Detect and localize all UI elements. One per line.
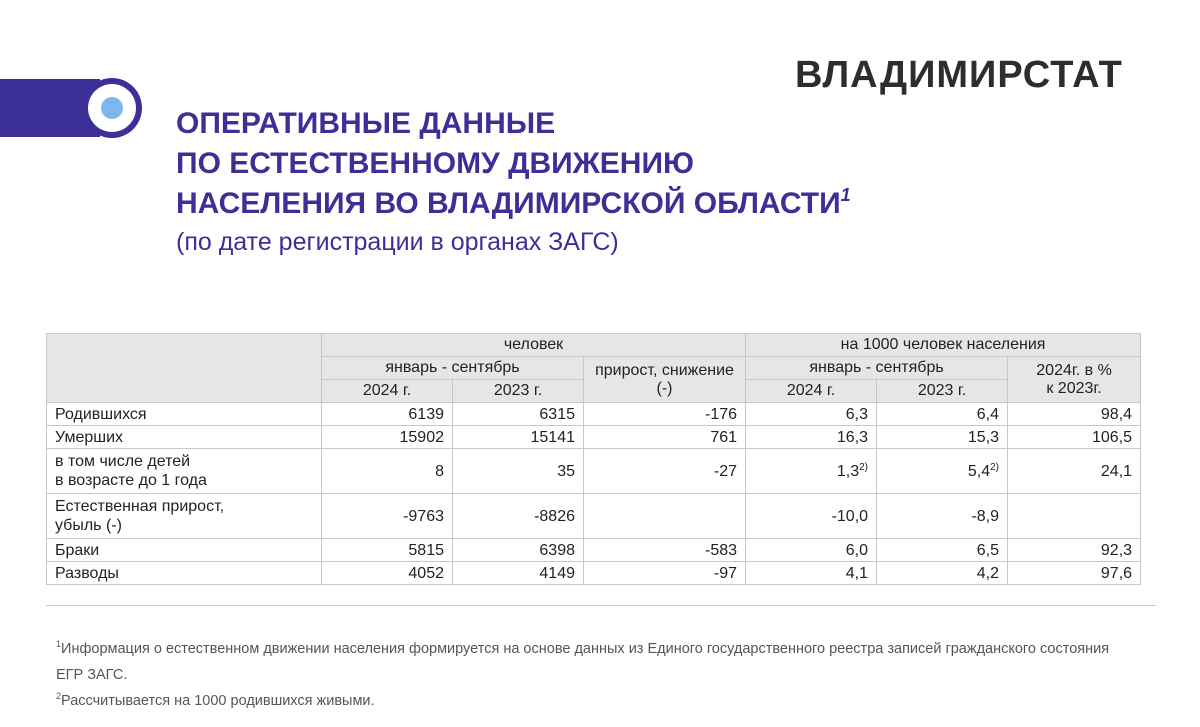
cell-people-2024: -9763	[322, 494, 453, 539]
table-row	[47, 494, 1141, 539]
cell-people-2023: 35	[453, 449, 584, 494]
cell-rate-2023: 4,2	[877, 562, 1008, 585]
circle-logo-icon	[82, 78, 142, 138]
page-subtitle: (по дате регистрации в органах ЗАГС)	[176, 228, 619, 256]
title-line-3-text: НАСЕЛЕНИЯ ВО ВЛАДИМИРСКОЙ ОБЛАСТИ	[176, 187, 841, 220]
cell-people-2024: 6139	[322, 403, 453, 426]
header-change: прирост, снижение (-)	[584, 357, 746, 403]
cell-people-2023: 4149	[453, 562, 584, 585]
cell-percent: 92,3	[1008, 539, 1141, 562]
title-line-2: ПО ЕСТЕСТВЕННОМУ ДВИЖЕНИЮ	[176, 147, 694, 180]
header-empty-cell	[47, 334, 322, 403]
cell-percent: 98,4	[1008, 403, 1141, 426]
footnote-2-text: Рассчитывается на 1000 родившихся живыми.	[61, 693, 375, 709]
cell-rate-2024-value: 1,3	[836, 462, 860, 480]
title-footnote-mark: 1	[840, 185, 851, 205]
cell-rate-2023: -8,9	[877, 494, 1008, 539]
brand-logo: ВЛАДИМИРСТАТ	[795, 54, 1123, 96]
header-year-2024-rate: 2024 г.	[746, 380, 877, 403]
cell-rate-2023: 6,5	[877, 539, 1008, 562]
cell-percent: 97,6	[1008, 562, 1141, 585]
cell-change: 761	[584, 426, 746, 449]
page-title	[176, 104, 851, 224]
row-label	[47, 449, 322, 494]
cell-rate-2023	[877, 449, 1008, 494]
cell-rate-2024: 6,0	[746, 539, 877, 562]
footnote-2	[56, 688, 1136, 714]
footnote-1-mark: 1	[56, 639, 62, 649]
cell-change	[584, 494, 746, 539]
table-row	[47, 449, 1141, 494]
cell-percent	[1008, 494, 1141, 539]
cell-people-2024: 4052	[322, 562, 453, 585]
footnote-ref: 2)	[990, 461, 1000, 473]
circle-logo-ring	[88, 84, 136, 132]
statistics-table	[46, 333, 1141, 585]
cell-rate-2024	[746, 449, 877, 494]
header-year-2023-rate: 2023 г.	[877, 380, 1008, 403]
cell-rate-2023: 6,4	[877, 403, 1008, 426]
footnotes	[56, 636, 1136, 714]
cell-percent: 106,5	[1008, 426, 1141, 449]
cell-people-2024: 8	[322, 449, 453, 494]
title-line-1: ОПЕРАТИВНЫЕ ДАННЫЕ	[176, 107, 556, 140]
cell-people-2024: 5815	[322, 539, 453, 562]
cell-rate-2024: -10,0	[746, 494, 877, 539]
cell-rate-2024: 6,3	[746, 403, 877, 426]
row-label: Умерших	[47, 426, 322, 449]
cell-people-2023: 15141	[453, 426, 584, 449]
table-row	[47, 539, 1141, 562]
cell-people-2023: 6315	[453, 403, 584, 426]
divider	[46, 605, 1156, 606]
row-label-line-2: в возрасте до 1 года	[55, 472, 207, 489]
table-row	[47, 562, 1141, 585]
header-percent-line-1: 2024г. в %	[1036, 361, 1112, 379]
cell-people-2024: 15902	[322, 426, 453, 449]
row-label: Разводы	[47, 562, 322, 585]
table-row	[47, 426, 1141, 449]
table-row	[47, 403, 1141, 426]
cell-rate-2023-value: 5,4	[967, 462, 991, 480]
footnote-2-mark: 2	[56, 691, 62, 701]
cell-change: -27	[584, 449, 746, 494]
header-year-2024-people: 2024 г.	[322, 380, 453, 403]
row-label	[47, 494, 322, 539]
header-percent	[1008, 357, 1141, 403]
header-percent-line-2: к 2023г.	[1046, 379, 1102, 397]
header-period-per-1000: январь - сентябрь	[746, 357, 1008, 380]
header-period-people: январь - сентябрь	[322, 357, 584, 380]
cell-rate-2024: 4,1	[746, 562, 877, 585]
cell-people-2023: -8826	[453, 494, 584, 539]
cell-percent: 24,1	[1008, 449, 1141, 494]
cell-change: -97	[584, 562, 746, 585]
cell-rate-2024: 16,3	[746, 426, 877, 449]
footnote-1-text: Информация о естественном движении населения формируется на основе данных из Единого государственного реестра записей гражданского состояния ЕГР ЗАГС.	[56, 641, 1110, 683]
header-group-people: человек	[322, 334, 746, 357]
row-label-line-1: Естественная прирост,	[55, 498, 225, 515]
cell-rate-2023: 15,3	[877, 426, 1008, 449]
cell-change: -583	[584, 539, 746, 562]
header-group-per-1000: на 1000 человек населения	[746, 334, 1141, 357]
row-label-line-2: убыль (-)	[55, 517, 122, 534]
footnote-ref: 2)	[859, 461, 869, 473]
cell-change: -176	[584, 403, 746, 426]
header-year-2023-people: 2023 г.	[453, 380, 584, 403]
row-label-line-1: в том числе детей	[55, 453, 191, 470]
row-label: Браки	[47, 539, 322, 562]
title-line-3	[176, 184, 851, 224]
cell-people-2023: 6398	[453, 539, 584, 562]
circle-logo-dot	[101, 97, 123, 119]
footnote-1	[56, 636, 1136, 688]
row-label: Родившихся	[47, 403, 322, 426]
